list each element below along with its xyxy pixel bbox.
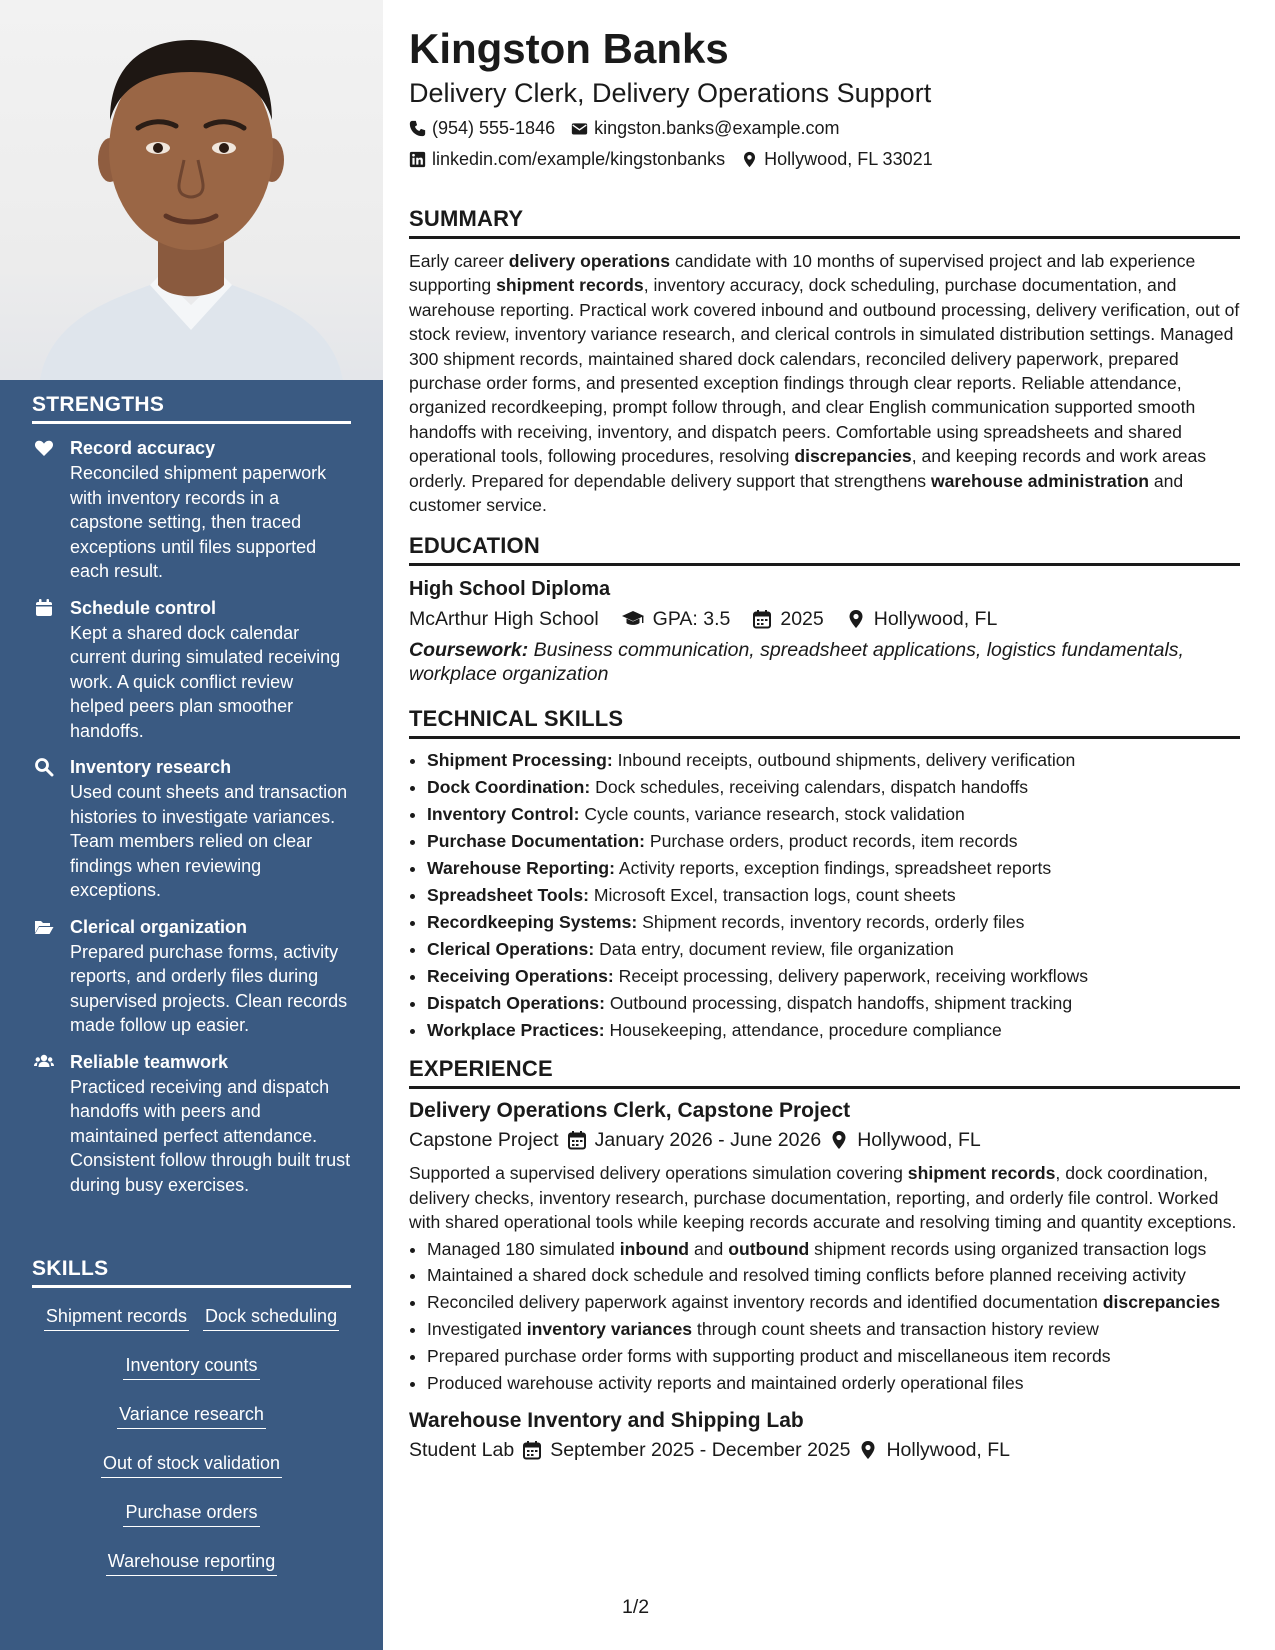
list-item [427,1371,1240,1395]
graduation-year: 2025 [780,608,824,631]
technical-skills-heading: TECHNICAL SKILLS [409,706,1240,739]
skill-value: Purchase orders, product records, item records [645,831,1018,852]
portrait-illustration [0,0,383,380]
job-dates: January 2026 - June 2026 [594,1129,822,1152]
skill-value: Outbound processing, dispatch handoffs, shipment tracking [604,993,1073,1014]
email-contact [571,116,839,140]
text-run: Early career [409,251,509,271]
linkedin-text[interactable]: linkedin.com/example/kingstonbanks [432,149,726,169]
text-run: Managed 180 simulated [427,1238,620,1259]
strength-item [32,1051,351,1198]
strengths-section [32,393,351,1197]
job-title: Warehouse Inventory and Shipping Lab [409,1409,804,1433]
bold-text: discrepancies [1102,1292,1221,1313]
list-item [427,855,1240,882]
text-run: Produced warehouse activity reports and maintained orderly operational files [427,1372,1024,1393]
job-meta [409,1127,1240,1153]
coursework-label: Coursework: [409,639,529,662]
skill-label: Warehouse Reporting: [427,858,615,879]
strength-title: Inventory research [70,757,232,777]
calendar-icon [522,1440,542,1460]
envelope-icon [571,120,588,137]
education-heading: EDUCATION [409,533,1240,566]
coursework-text: Business communication, spreadsheet applications, logistics fundamentals, workplace organization [409,639,1184,686]
skill-value: Housekeeping, attendance, procedure compliance [604,1020,1002,1041]
strength-text: Prepared purchase forms, activity reports, and orderly files during supervised projects. Clean records made follow up easier. [70,941,348,1035]
school-location: Hollywood, FL [873,608,998,631]
strength-text: Used count sheets and transaction histories to investigate variances. Team members relied on clear findings when reviewing exceptions. [70,782,348,900]
bold-text: shipment records [907,1163,1056,1184]
text-run: , inventory accuracy, dock scheduling, purchase documentation, and warehouse reporting. Practical work covered inbound and outbound processing, delivery verification, out of stock review, inventory variance research, and clerical controls in simulated distribution settings. Managed 300 shipment records, maintained shared dock calendars, reconciled delivery paperwork, prepared purchase order forms, and presented exception findings through clear reports. Reliable attendance, organized recordkeeping, prompt follow through, and clear English communication supported smooth handoffs with receiving, inventory, and dispatch peers. Comfortable using spreadsheets and shared operational tools, following procedures, resolving [409,275,1240,467]
location-contact [741,147,932,171]
candidate-name: Kingston Banks [409,25,729,72]
bold-text: delivery operations [508,251,671,271]
users-icon [34,1052,54,1072]
search-icon [34,757,54,777]
technical-skills-list [409,747,1240,1044]
skill-tag: Out of stock validation [101,1451,282,1478]
text-run: candidate with 10 months of supervised project and lab experience supporting [409,251,1196,296]
list-item [427,1017,1240,1044]
text-run: Supported a supervised delivery operations simulation covering [409,1163,908,1184]
list-item [427,1290,1240,1314]
skills-heading: SKILLS [32,1257,351,1288]
strength-text: Reconciled shipment paperwork with inventory records in a capstone setting, then traced exceptions until files supported each result. [70,463,327,581]
profile-photo [0,0,383,380]
summary-section [409,206,1240,517]
summary-text [409,249,1240,517]
map-pin-icon [829,1130,849,1150]
list-item [427,747,1240,774]
linkedin-contact [409,147,725,171]
list-item [427,963,1240,990]
skill-tag: Purchase orders [123,1500,259,1527]
contact-row [409,116,1240,140]
list-item [427,1237,1240,1261]
skill-tag: Shipment records [44,1304,189,1331]
experience-heading: EXPERIENCE [409,1056,1240,1089]
bold-text: inventory variances [526,1319,693,1340]
job-description [409,1161,1240,1234]
text-run: shipment records using organized transaction logs [809,1238,1207,1259]
strength-text: Kept a shared dock calendar current during simulated receiving work. A quick conflict review helped peers plan smoother handoffs. [70,622,341,741]
gpa-text: GPA: 3.5 [652,608,731,631]
skill-label: Spreadsheet Tools: [427,885,589,906]
skills-cloud [32,1302,351,1596]
job-location: Hollywood, FL [886,1439,1011,1462]
list-item [427,1317,1240,1341]
calendar-icon [34,598,54,618]
text-run: Reconciled delivery paperwork against inventory records and identified documentation [427,1292,1103,1313]
skill-label: Purchase Documentation: [427,831,646,852]
phone-icon [409,120,426,137]
strength-title: Record accuracy [70,438,216,458]
list-item [427,936,1240,963]
skill-tag: Variance research [117,1402,266,1429]
job-bullets [409,1237,1240,1395]
skill-value: Cycle counts, variance research, stock validation [579,804,965,825]
job-org: Capstone Project [409,1129,559,1152]
job-org: Student Lab [409,1439,515,1462]
skill-label: Inventory Control: [427,804,580,825]
page-number: 1/2 [622,1596,650,1618]
text-run: and [689,1238,729,1259]
map-pin-icon [741,151,758,168]
skill-tag: Inventory counts [123,1353,259,1380]
strength-title: Clerical organization [70,916,248,937]
list-item [427,1344,1240,1368]
strength-item [32,597,351,744]
experience-section [409,1056,1240,1463]
skill-tag: Warehouse reporting [106,1549,277,1576]
job-meta [409,1437,1240,1463]
skill-value: Microsoft Excel, transaction logs, count sheets [588,885,956,906]
skill-label: Dispatch Operations: [427,993,605,1014]
coursework [409,638,1240,686]
education-section [409,533,1240,686]
strength-item [32,916,351,1038]
skill-label: Workplace Practices: [427,1020,605,1041]
bold-text: inbound [619,1238,690,1259]
skill-label: Shipment Processing: [427,750,613,771]
skill-value: Shipment records, inventory records, orderly files [637,912,1025,933]
strength-item [32,756,351,903]
skill-value: Data entry, document review, file organization [594,939,954,960]
strength-title: Reliable teamwork [70,1051,229,1072]
job-title: Delivery Operations Clerk, Capstone Project [409,1099,851,1123]
strength-title: Schedule control [70,597,217,618]
skill-label: Receiving Operations: [427,966,614,987]
skills-section [32,1257,351,1596]
linkedin-icon [409,151,426,168]
bold-text: shipment records [496,275,644,296]
phone-contact [409,116,555,140]
skill-value: Inbound receipts, outbound shipments, delivery verification [612,750,1076,771]
text-run: Prepared purchase order forms with supporting product and miscellaneous item records [427,1345,1111,1366]
strengths-heading: STRENGTHS [32,393,351,424]
list-item [427,774,1240,801]
calendar-icon [752,609,772,629]
job-location: Hollywood, FL [857,1129,981,1152]
text-run: Investigated [427,1319,527,1340]
bold-text: discrepancies [794,446,912,467]
text-run: through count sheets and transaction history review [692,1319,1099,1340]
list-item [427,828,1240,855]
calendar-icon [567,1130,587,1150]
text-run: , dock coordination, delivery checks, inventory research, purchase documentation, reporting, and orderly file control. Worked with shared operational tools while keeping records accurate and resolving timing and quantity exceptions. [409,1163,1237,1233]
skill-label: Clerical Operations: [427,939,595,960]
folder-open-icon [34,917,54,937]
degree-title: High School Diploma [409,578,611,601]
phone-text[interactable]: (954) 555-1846 [432,118,556,138]
map-pin-icon [858,1440,878,1460]
skill-tag: Dock scheduling [203,1304,339,1331]
heart-icon [34,438,54,458]
list-item [427,909,1240,936]
email-text[interactable]: kingston.banks@example.com [594,118,840,138]
text-run: and customer service. [409,470,1184,516]
text-run: , and keeping records and work areas orderly. Prepared for dependable delivery support that strengthens [409,446,1207,491]
sidebar [0,0,383,1650]
technical-skills-section [409,706,1240,1044]
job-dates: September 2025 - December 2025 [550,1439,851,1462]
education-meta [409,606,1240,632]
list-item [427,990,1240,1017]
list-item [427,801,1240,828]
strength-text: Practiced receiving and dispatch handoffs with peers and maintained perfect attendance. Consistent follow through built trust during busy exercises. [70,1076,351,1195]
map-pin-icon [846,609,866,629]
candidate-role: Delivery Clerk, Delivery Operations Support [409,78,932,108]
list-item [427,1263,1240,1287]
summary-heading: SUMMARY [409,206,1240,239]
bold-text: warehouse administration [930,470,1149,491]
graduation-cap-icon [621,609,645,629]
job-entry [409,1407,1240,1463]
skill-label: Dock Coordination: [427,777,591,798]
skill-value: Activity reports, exception findings, spreadsheet reports [615,858,1052,879]
skill-value: Dock schedules, receiving calendars, dispatch handoffs [590,777,1029,798]
text-run: Maintained a shared dock schedule and resolved timing conflicts before planned receiving activity [427,1265,1186,1286]
main-content [409,22,1240,1463]
bold-text: outbound [728,1238,810,1259]
strength-item [32,437,351,584]
skill-value: Receipt processing, delivery paperwork, receiving workflows [613,966,1088,987]
location-text: Hollywood, FL 33021 [764,149,933,169]
job-entry [409,1097,1240,1395]
skill-label: Recordkeeping Systems: [427,912,638,933]
school-name: McArthur High School [409,608,599,631]
contact-row-2 [409,147,1240,171]
list-item [427,882,1240,909]
